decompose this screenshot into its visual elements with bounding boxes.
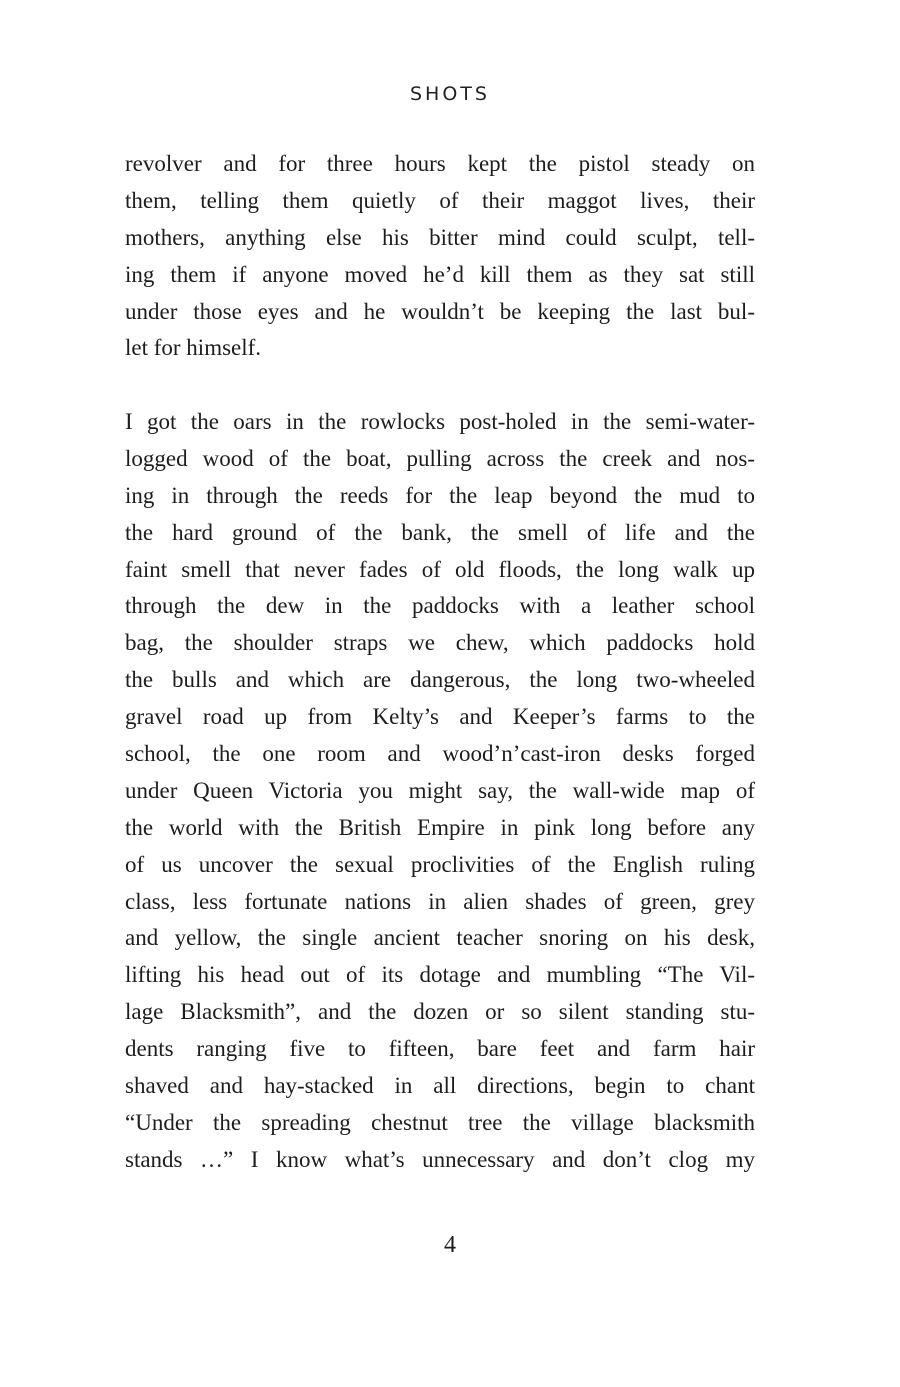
text-line: let for himself.: [125, 335, 262, 361]
paragraph-1: [125, 146, 755, 367]
text-line: under those eyes and he wouldn’t be keeping the last bul-: [125, 298, 755, 324]
text-line: bag, the shoulder straps we chew, which paddocks hold: [125, 630, 755, 656]
paragraph-2: [125, 404, 755, 1179]
text-line: lifting his head out of its dotage and mumbling “The Vil-: [125, 962, 755, 988]
text-line: the hard ground of the bank, the smell of life and the: [125, 519, 755, 545]
text-line: them, telling them quietly of their maggot lives, their: [125, 187, 755, 213]
text-line: gravel road up from Kelty’s and Keeper’s farms to the: [125, 704, 755, 730]
text-line: logged wood of the boat, pulling across the creek and nos-: [125, 445, 755, 471]
text-line: stands …” I know what’s unnecessary and don’t clog my: [125, 1146, 755, 1172]
text-line: of us uncover the sexual proclivities of the English ruling: [125, 851, 755, 877]
text-line: the world with the British Empire in pink long before any: [125, 814, 755, 840]
text-line: dents ranging five to fifteen, bare feet and farm hair: [125, 1036, 755, 1062]
text-line: “Under the spreading chestnut tree the village blacksmith: [125, 1109, 755, 1135]
text-line: and yellow, the single ancient teacher snoring on his desk,: [125, 925, 755, 951]
text-line: ing in through the reeds for the leap beyond the mud to: [125, 482, 755, 508]
text-line: the bulls and which are dangerous, the long two-wheeled: [125, 667, 755, 693]
text-line: faint smell that never fades of old floods, the long walk up: [125, 556, 755, 582]
text-line: revolver and for three hours kept the pistol steady on: [125, 151, 755, 176]
text-line: ing them if anyone moved he’d kill them as they sat still: [125, 261, 755, 287]
text-line: shaved and hay-stacked in all directions, begin to chant: [125, 1073, 755, 1099]
running-head: SHOTS: [410, 83, 490, 105]
page-number: 4: [444, 1232, 456, 1258]
text-line: under Queen Victoria you might say, the wall-wide map of: [125, 777, 755, 803]
text-line: through the dew in the paddocks with a leather school: [125, 593, 755, 619]
text-line: I got the oars in the rowlocks post-holed in the semi-water-: [125, 409, 755, 434]
text-line: mothers, anything else his bitter mind could sculpt, tell-: [125, 224, 755, 250]
text-line: lage Blacksmith”, and the dozen or so silent standing stu-: [125, 999, 755, 1025]
text-line: class, less fortunate nations in alien shades of green, grey: [125, 888, 755, 914]
text-line: school, the one room and wood’n’cast-iron desks forged: [125, 741, 755, 767]
